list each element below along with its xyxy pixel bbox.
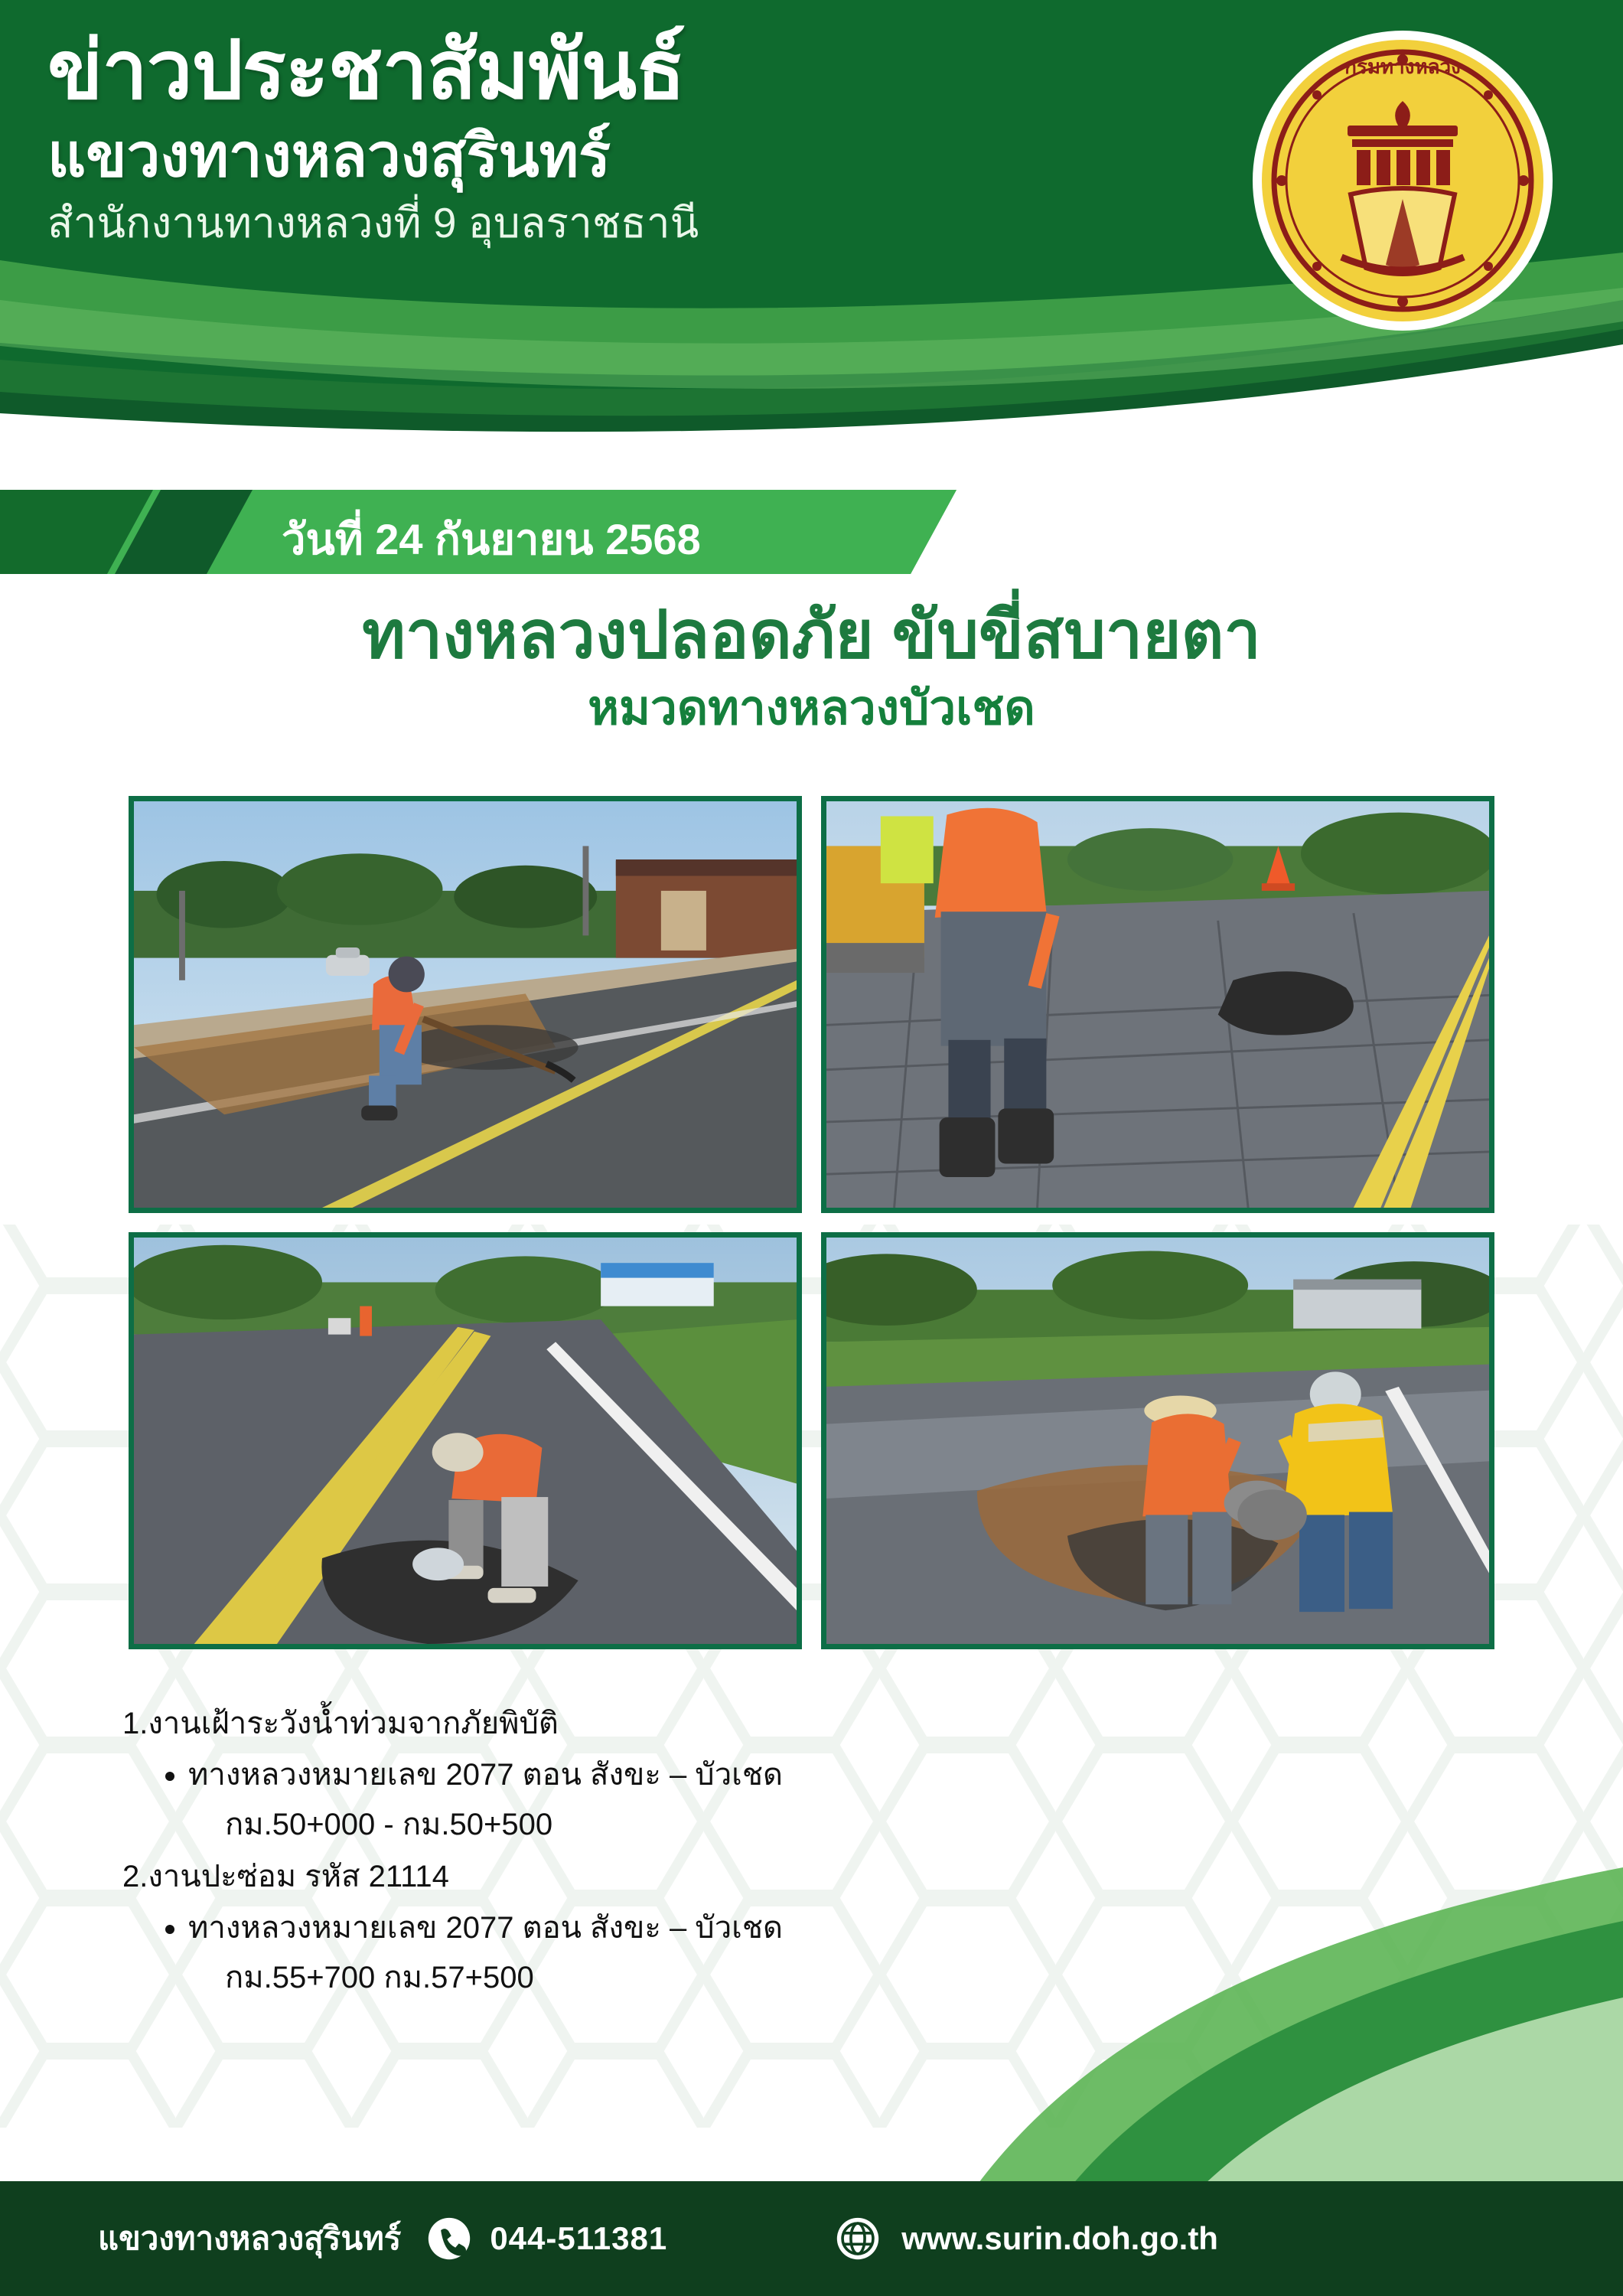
list-item [188, 1903, 1423, 2003]
photo-grid [129, 796, 1494, 1668]
header-text-block [47, 23, 699, 253]
detail-item-2-sub: กม.55+700 กม.57+500 [225, 1960, 534, 1994]
photo-2 [821, 796, 1494, 1213]
headline-block [0, 597, 1623, 738]
department-logo-icon [1250, 28, 1556, 334]
phone-icon [427, 2216, 471, 2261]
detail-item-2-title: 2.งานปะซ่อม รหัส 21114 [122, 1860, 449, 1894]
page-title: ข่าวประชาสัมพันธ์ [47, 25, 685, 116]
photo-1 [129, 796, 802, 1213]
headline-line-1: ทางหลวงปลอดภัย ขับขี่สบายตา [362, 598, 1261, 672]
logo-text: กรมทางหลวง [1344, 55, 1461, 78]
globe-icon [836, 2216, 880, 2261]
footer-website[interactable]: www.surin.doh.go.th [901, 2220, 1218, 2256]
photo-4 [821, 1232, 1494, 1649]
headline-line-2: หมวดทางหลวงบัวเชด [588, 682, 1035, 735]
detail-item-1-list [122, 1750, 1423, 1850]
photo-3 [129, 1232, 802, 1649]
footer-phone[interactable]: 044-511381 [490, 2220, 668, 2256]
footer-bar [0, 2181, 1623, 2296]
date-label: วันที่ 24 กันยายน 2568 [282, 515, 701, 563]
detail-item-2-bullet: ทางหลวงหมายเลข 2077 ตอน สังขะ – บัวเชด [188, 1911, 783, 1945]
list-item [188, 1750, 1423, 1850]
detail-item-2-list [122, 1903, 1423, 2003]
detail-item-1-bullet: ทางหลวงหมายเลข 2077 ตอน สังขะ – บัวเชด [188, 1757, 783, 1792]
details-block [122, 1699, 1423, 2006]
footer-office-name: แขวงทางหลวงสุรินทร์ [98, 2220, 402, 2256]
detail-item-1-sub: กม.50+000 - กม.50+500 [225, 1807, 553, 1841]
header-subtitle-1: แขวงทางหลวงสุรินทร์ [47, 122, 611, 190]
header-subtitle-2: สำนักงานทางหลวงที่ 9 อุบลราชธานี [47, 198, 699, 246]
detail-item-1-title: 1.งานเฝ้าระวังน้ำท่วมจากภัยพิบัติ [122, 1707, 559, 1740]
